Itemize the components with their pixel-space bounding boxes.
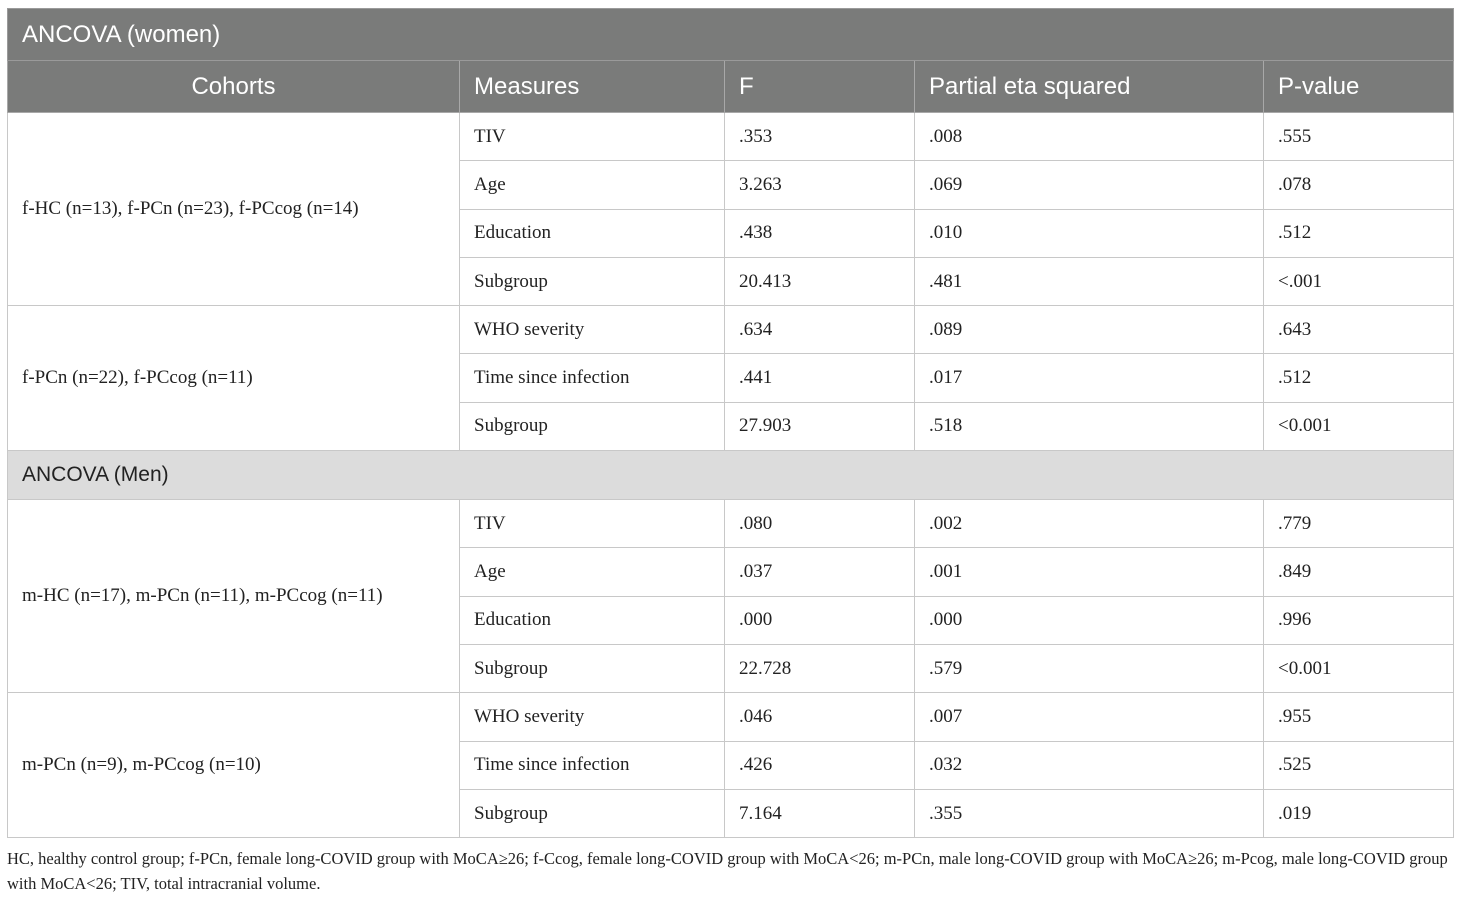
p-value-cell: .955 [1264,693,1454,741]
cohort-cell: m-PCn (n=9), m-PCcog (n=10) [8,693,460,838]
ancova-table-container [7,8,1453,838]
f-cell: .000 [725,596,915,644]
eta-cell: .579 [915,644,1264,692]
p-value-cell: .779 [1264,500,1454,548]
f-cell: .037 [725,548,915,596]
section-header-men: ANCOVA (Men) [8,451,1454,500]
p-value-cell: .512 [1264,209,1454,257]
p-value-cell: .525 [1264,741,1454,789]
table-footnote: HC, healthy control group; f-PCn, female long-COVID group with MoCA≥26; f-Ccog, female long-COVID group with MoCA<26; m-PCn, male long-COVID group with MoCA≥26; m-Pcog, male long-COVID group with MoCA<26; TIV, total intracranial volume. [7,849,1448,893]
ancova-table [7,8,1454,838]
table-title-row [8,9,1454,61]
eta-cell: .355 [915,789,1264,837]
measure-cell: Subgroup [460,789,725,837]
measure-cell: Subgroup [460,644,725,692]
p-value-cell: <0.001 [1264,402,1454,450]
table-row [8,500,1454,548]
eta-cell: .017 [915,354,1264,402]
table-title: ANCOVA (women) [8,9,1454,61]
measure-cell: TIV [460,113,725,161]
column-header-p-value: P-value [1264,61,1454,113]
p-value-cell: .512 [1264,354,1454,402]
eta-cell: .007 [915,693,1264,741]
p-value-cell: <.001 [1264,257,1454,305]
f-cell: .634 [725,306,915,354]
measure-cell: Time since infection [460,741,725,789]
p-value-cell: .555 [1264,113,1454,161]
f-cell: 3.263 [725,161,915,209]
measure-cell: TIV [460,500,725,548]
eta-cell: .000 [915,596,1264,644]
column-header-measures: Measures [460,61,725,113]
f-cell: .426 [725,741,915,789]
f-cell: .353 [725,113,915,161]
table-row [8,693,1454,741]
column-header-row [8,61,1454,113]
f-cell: 20.413 [725,257,915,305]
table-row [8,306,1454,354]
p-value-cell: .996 [1264,596,1454,644]
eta-cell: .001 [915,548,1264,596]
f-cell: 7.164 [725,789,915,837]
eta-cell: .518 [915,402,1264,450]
eta-cell: .002 [915,500,1264,548]
measure-cell: WHO severity [460,693,725,741]
measure-cell: Subgroup [460,402,725,450]
cohort-cell: f-PCn (n=22), f-PCcog (n=11) [8,306,460,451]
measure-cell: Education [460,596,725,644]
cohort-cell: m-HC (n=17), m-PCn (n=11), m-PCcog (n=11) [8,500,460,693]
p-value-cell: .019 [1264,789,1454,837]
eta-cell: .069 [915,161,1264,209]
eta-cell: .089 [915,306,1264,354]
f-cell: .080 [725,500,915,548]
measure-cell: Age [460,161,725,209]
eta-cell: .008 [915,113,1264,161]
column-header-partial-eta-squared: Partial eta squared [915,61,1264,113]
measure-cell: Education [460,209,725,257]
eta-cell: .481 [915,257,1264,305]
f-cell: 22.728 [725,644,915,692]
measure-cell: WHO severity [460,306,725,354]
f-cell: .046 [725,693,915,741]
eta-cell: .010 [915,209,1264,257]
cohort-cell: f-HC (n=13), f-PCn (n=23), f-PCcog (n=14) [8,113,460,306]
f-cell: .441 [725,354,915,402]
p-value-cell: .643 [1264,306,1454,354]
p-value-cell: .849 [1264,548,1454,596]
column-header-f: F [725,61,915,113]
measure-cell: Age [460,548,725,596]
column-header-cohorts: Cohorts [8,61,460,113]
table-row [8,113,1454,161]
measure-cell: Time since infection [460,354,725,402]
f-cell: 27.903 [725,402,915,450]
section-header-row [8,451,1454,500]
p-value-cell: .078 [1264,161,1454,209]
f-cell: .438 [725,209,915,257]
eta-cell: .032 [915,741,1264,789]
measure-cell: Subgroup [460,257,725,305]
p-value-cell: <0.001 [1264,644,1454,692]
